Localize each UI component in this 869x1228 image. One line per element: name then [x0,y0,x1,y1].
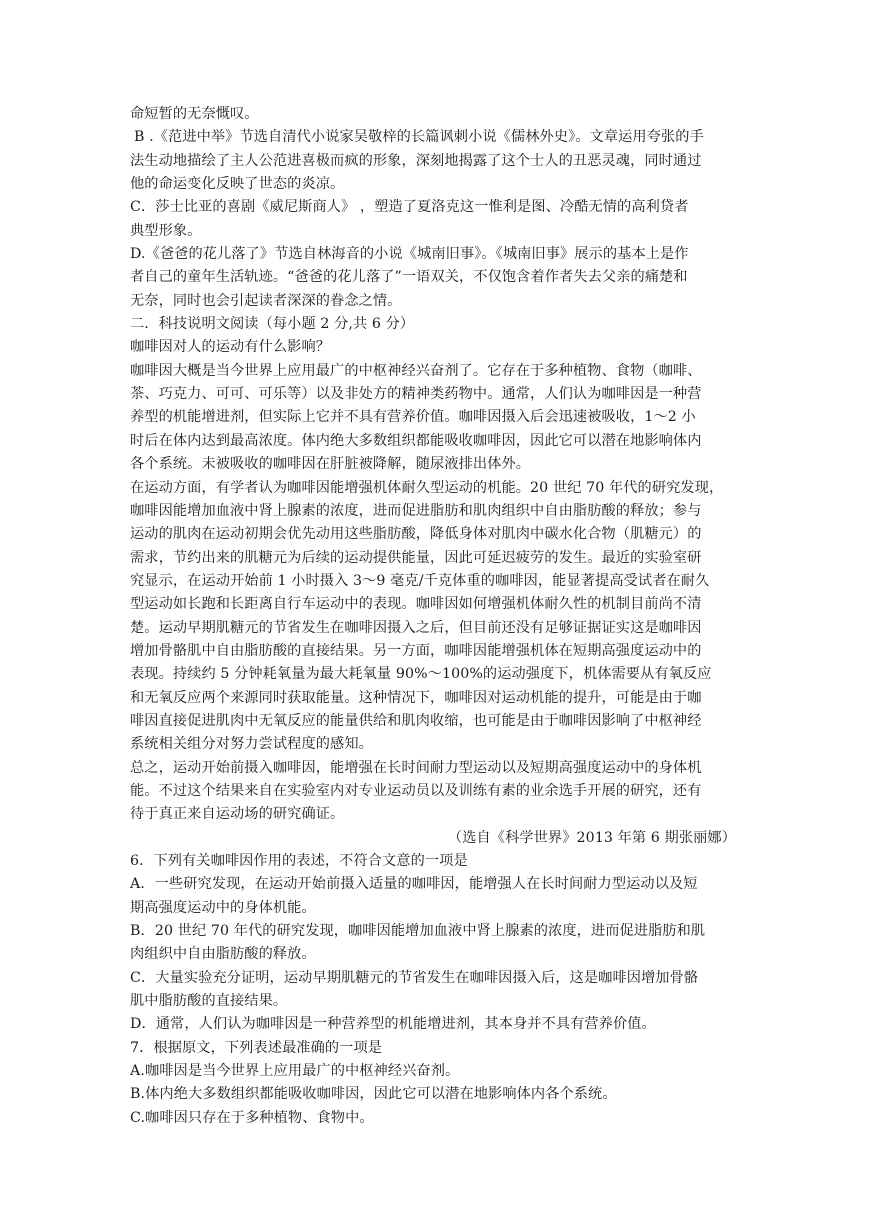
text-line: 典型形象。 [130,222,202,239]
article-paragraph-line: 和无氧反应两个来源同时获取能量。这种情况下，咖啡因对运动机能的提升，可能是由于咖 [130,689,702,706]
article-paragraph-line: 增加骨骼肌中自由脂肪酸的直接结果。另一方面，咖啡因能增强机体在短期高强度运动中的 [130,642,702,659]
text-line: 无奈，同时也会引起读者深深的眷念之情。 [130,292,402,309]
article-paragraph-line: 待于真正来自运动场的研究确证。 [130,806,345,823]
article-paragraph-line: 时后在体内达到最高浓度。体内绝大多数组织都能吸收咖啡因，因此它可以潜在地影响体内 [130,432,702,449]
article-paragraph-line: 总之，运动开始前摄入咖啡因，能增强在长时间耐力型运动以及短期高强度运动中的身体机 [130,759,702,776]
question-6-option-c: C．大量实验充分证明，运动早期肌糖元的节省发生在咖啡因摄入后，这是咖啡因增加骨骼 [130,969,699,986]
option-b-line: B .《范进中举》节选自清代小说家吴敬梓的长篇讽刺小说《儒林外史》。文章运用夸张的手 [134,129,704,146]
question-6-option-a: A．一些研究发现，在运动开始前摄入适量的咖啡因，能增强人在长时间耐力型运动以及短 [130,876,698,893]
text-line: 法生动地描绘了主人公范进喜极而疯的形象，深刻地揭露了这个士人的丑恶灵魂，同时通过 [130,152,702,169]
article-paragraph-line: 咖啡因大概是当今世界上应用最广的中枢神经兴奋剂了。它存在于多种植物、食物（咖啡、 [130,362,702,379]
text-line: 期高强度运动中的身体机能。 [130,899,316,916]
article-paragraph-line: 咖啡因能增加血液中肾上腺素的浓度，进而促进脂肪和肌肉组织中自由脂肪酸的释放；参与 [130,502,702,519]
article-paragraph-line: 楚。运动早期肌糖元的节省发生在咖啡因摄入之后，但目前还没有足够证据证实这是咖啡因 [130,619,702,636]
article-paragraph-line: 啡因直接促进肌肉中无氧反应的能量供给和肌肉收缩，也可能是由于咖啡因影响了中枢神经 [130,712,702,729]
question-7-option-a: A.咖啡因是当今世界上应用最广的中枢神经兴奋剂。 [130,1063,460,1080]
question-6-option-d: D．通常，人们认为咖啡因是一种营养型的机能增进剂，其本身并不具有营养价值。 [130,1016,656,1033]
article-paragraph-line: 究显示，在运动开始前 1 小时摄入 3～9 毫克/千克体重的咖啡因，能显著提高受试者在耐久 [130,572,710,589]
article-paragraph-line: 养型的机能增进剂，但实际上它并不具有营养价值。咖啡因摄入后会迅速被吸收，1～2 小 [130,409,696,426]
section-heading: 二．科技说明文阅读（每小题 2 分,共 6 分） [130,316,415,333]
article-paragraph-line: 各个系统。未被吸收的咖啡因在肝脏被降解，随尿液排出体外。 [130,456,531,473]
text-line: 肉组织中自由脂肪酸的释放。 [130,946,316,963]
article-paragraph-line: 在运动方面，有学者认为咖啡因能增强机体耐久型运动的机能。20 世纪 70 年代的研究发现， [130,479,724,496]
article-paragraph-line: 表现。持续约 5 分钟耗氧量为最大耗氧量 90%～100%的运动强度下，机体需要从有氧反应 [130,666,712,683]
article-paragraph-line: 系统相关组分对努力尝试程度的感知。 [130,736,373,753]
text-line: 肌中脂肪酸的直接结果。 [130,993,288,1010]
option-d-line: D.《爸爸的花儿落了》节选自林海音的小说《城南旧事》。《城南旧事》展示的基本上是作 [130,246,689,263]
source-citation: （选自《科学世界》2013 年第 6 期张丽娜） [447,829,736,846]
article-paragraph-line: 需求，节约出来的肌糖元为后续的运动提供能量，因此可延迟疲劳的发生。最近的实验室研 [130,549,702,566]
article-title: 咖啡因对人的运动有什么影响？ [130,339,331,356]
option-c-line: C．莎士比亚的喜剧《威尼斯商人》 ，塑造了夏洛克这一惟利是图、冷酷无情的高利贷者 [130,199,689,216]
article-paragraph-line: 茶、巧克力、可可、可乐等）以及非处方的精神类药物中。通常，人们认为咖啡因是一种营 [130,386,702,403]
document-page [130,103,742,1130]
question-7-option-c: C.咖啡因只存在于多种植物、食物中。 [130,1109,374,1126]
text-line: 他的命运变化反映了世态的炎凉。 [130,176,345,193]
text-line: 命短暂的无奈慨叹。 [130,106,259,122]
article-paragraph-line: 能。不过这个结果来自在实验室内对专业运动员以及训练有素的业余选手开展的研究，还有 [130,782,702,799]
article-paragraph-line: 型运动如长跑和长距离自行车运动中的表现。咖啡因如何增强机体耐久性的机制目前尚不清 [130,596,702,613]
article-paragraph-line: 运动的肌肉在运动初期会优先动用这些脂肪酸，降低身体对肌肉中碳水化合物（肌糖元）的 [130,526,702,543]
question-6-option-b: B．20 世纪 70 年代的研究发现，咖啡因能增加血液中肾上腺素的浓度，进而促进脂肪和肌 [130,923,706,940]
question-6: 6．下列有关咖啡因作用的表述，不符合文意的一项是 [130,853,468,869]
text-line: 者自己的童年生活轨迹。“爸爸的花儿落了”一语双关，不仅饱含着作者失去父亲的痛楚和 [130,269,688,286]
question-7-option-b: B.体内绝大多数组织都能吸收咖啡因，因此它可以潜在地影响体内各个系统。 [130,1086,617,1103]
question-7: 7．根据原文，下列表述最准确的一项是 [130,1039,383,1056]
